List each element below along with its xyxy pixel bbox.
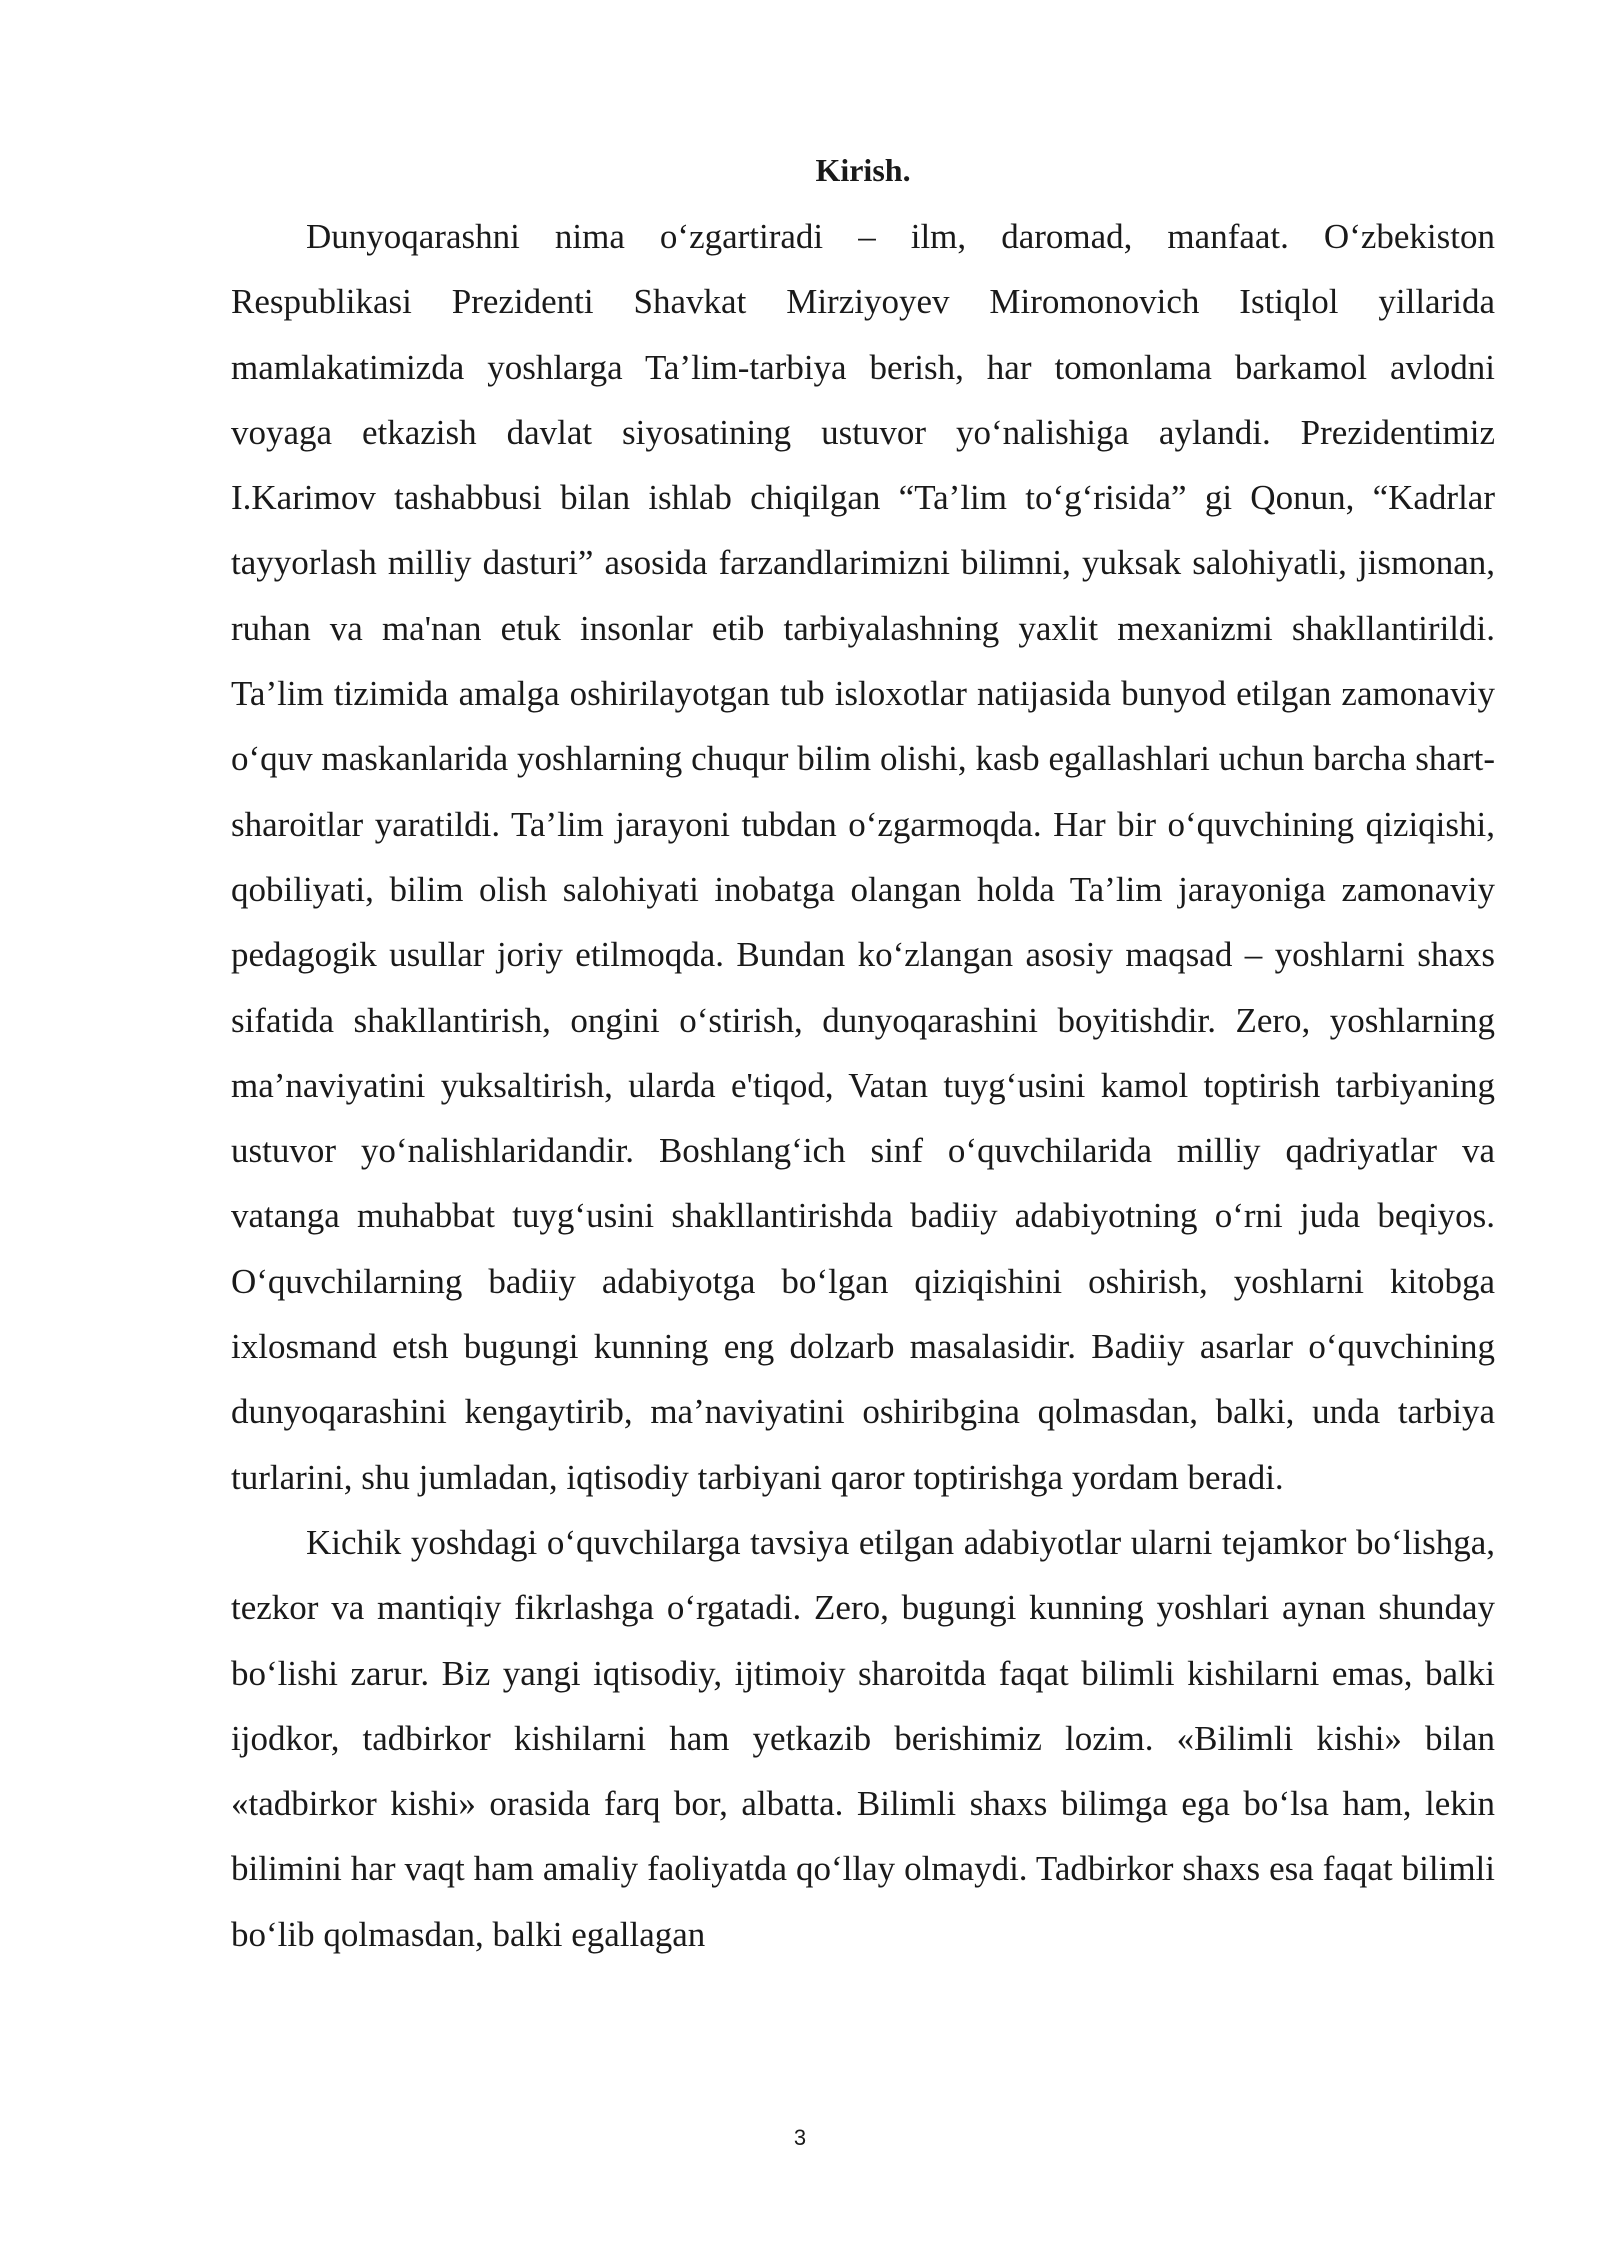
- section-title: Kirish.: [815, 152, 911, 188]
- page-number: 3: [793, 2125, 807, 2150]
- document-page: [231, 150, 1495, 1967]
- paragraph-2: Kichik yoshdagi o‘quvchilarga tavsiya etilgan adabiyotlar ularni tejamkor bo‘lishga, tezkor va mantiqiy fikrlashga o‘rgatadi. Zero, bugungi kunning yoshlari aynan shunday bo‘lishi zarur. Biz yangi iqtisodiy, ijtimoiy sharoitda faqat bilimli kishilarni emas, balki ijodkor, tadbirkor kishilarni ham yetkazib berishimiz lozim. «Bilimli kishi» bilan «tadbirkor kishi» orasida farq bor, albatta. Bilimli shaxs bilimga ega bo‘lsa ham, lekin bilimini har vaqt ham amaliy faoliyatda qo‘llay olmaydi. Tadbirkor shaxs esa faqat bilimli bo‘lib qolmasdan, balki egallagan: [231, 1522, 1495, 1954]
- paragraph-1: Dunyoqarashni nima o‘zgartiradi – ilm, daromad, manfaat. O‘zbekiston Respublikasi Prezidenti Shavkat Mirziyoyev Miromonovich Istiqlol yillarida mamlakatimizda yoshlarga Ta’lim-tarbiya berish, har tomonlama barkamol avlodni voyaga etkazish davlat siyosatining ustuvor yo‘nalishiga aylandi. Prezidentimiz I.Karimov tashabbusi bilan ishlab chiqilgan “Ta’lim to‘g‘risida” gi Qonun, “Kadrlar tayyorlash milliy dasturi” asosida farzandlarimizni bilimni, yuksak salohiyatli, jismonan, ruhan va ma'nan etuk insonlar etib tarbiyalashning yaxlit mexanizmi shakllantirildi. Ta’lim tizimida amalga oshirilayotgan tub isloxotlar natijasida bunyod etilgan zamonaviy o‘quv maskanlarida yoshlarning chuqur bilim olishi, kasb egallashlari uchun barcha shart-sharoitlar yaratildi. Ta’lim jarayoni tubdan o‘zgarmoqda. Har bir o‘quvchining qiziqishi, qobiliyati, bilim olish salohiyati inobatga olangan holda Ta’lim jarayoniga zamonaviy pedagogik usullar joriy etilmoqda. Bundan ko‘zlangan asosiy maqsad – yoshlarni shaxs sifatida shakllantirish, ongini o‘stirish, dunyoqarashini boyitishdir. Zero, yoshlarning ma’naviyatini yuksaltirish, ularda e'tiqod, Vatan tuyg‘usini kamol toptirish tarbiyaning ustuvor yo‘nalishlaridandir. Boshlang‘ich sinf o‘quvchilarida milliy qadriyatlar va vatanga muhabbat tuyg‘usini shakllantirishda badiiy adabiyotning o‘rni juda beqiyos. O‘quvchilarning badiiy adabiyotga bo‘lgan qiziqishini oshirish, yoshlarni kitobga ixlosmand etsh bugungi kunning eng dolzarb masalasidir. Badiiy asarlar o‘quvchining dunyoqarashini kengaytirib, ma’naviyatini oshiribgina qolmasdan, balki, unda tarbiya turlarini, shu jumladan, iqtisodiy tarbiyani qaror toptirishga yordam beradi.: [231, 217, 1495, 1497]
